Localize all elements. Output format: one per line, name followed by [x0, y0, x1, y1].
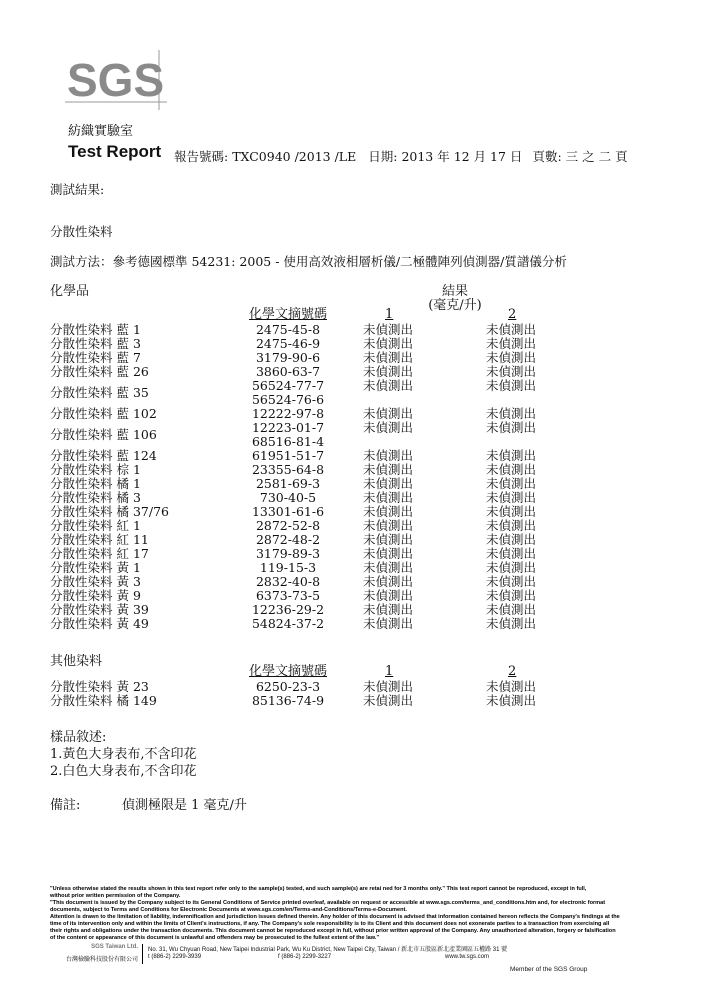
report-no-label: 報告號碼: [174, 149, 229, 164]
table-row: 分散性染料 黃 23 6250-23-3 未偵測出 未偵測出 [50, 679, 537, 694]
other-cas-header: 化學文摘號碼 [248, 664, 327, 679]
company-address: No. 31, Wu Chyuan Road, New Taipei Industrial Park, Wu Ku District, New Taipei City, Taiwan / 新北市五股區新北產業園區五權路 31 號 [148, 947, 508, 953]
cas-number: 12236-29-2 [251, 602, 325, 617]
result-sample-2: 未偵測出 [486, 532, 537, 547]
report-title: Test Report [68, 142, 162, 161]
result-sample-1: 未偵測出 [363, 518, 414, 533]
chemical-name: 分散性染料 橘 37/76 [50, 504, 169, 519]
pages-value: 三 之 二 頁 [565, 149, 628, 164]
report-no: TXC0940 /2013 /LE [232, 149, 357, 164]
category-title: 分散性染料 [50, 224, 113, 239]
cas-number: 61951-51-7 [251, 448, 325, 463]
footer-line: their rights and obligations under the transaction documents. This document cannot be reproduced except in full, without prior written approval of the Company. Any unauthorized alteration, forgery or falsification [50, 928, 616, 934]
report-date: 2013 年 12 月 17 日 [401, 149, 523, 164]
col2-header: 2 [508, 307, 517, 322]
result-sample-2: 未偵測出 [486, 378, 537, 393]
chemical-name: 分散性染料 藍 7 [50, 350, 141, 365]
other-label: 其他染料 [50, 654, 103, 669]
cas-number: 12222-97-8 [251, 406, 325, 421]
result-sample-1: 未偵測出 [363, 560, 414, 575]
table-row: 分散性染料 橘 149 85136-74-9 未偵測出 未偵測出 [50, 693, 537, 708]
table-row [0, 407, 707, 421]
result-sample-2: 未偵測出 [486, 504, 537, 519]
cas-header: 化學文摘號碼 [248, 307, 327, 322]
chemical-name: 分散性染料 藍 124 [50, 448, 157, 463]
chemical-name: 分散性染料 藍 106 [50, 427, 157, 442]
other-table-header [0, 665, 707, 679]
result-sample-2: 未偵測出 [486, 574, 537, 589]
chemical-name: 分散性染料 黃 9 [50, 588, 141, 603]
cas-number: 730-40-5 [259, 490, 317, 505]
result-sample-1: 未偵測出 [363, 406, 414, 421]
result-sample-1: 未偵測出 [363, 602, 414, 617]
cas-number: 2872-52-8 [255, 518, 321, 533]
chemical-name: 分散性染料 藍 3 [50, 336, 141, 351]
cas-number: 12223-01-7 [251, 420, 325, 435]
cas-number: 56524-77-7 [251, 378, 325, 393]
chemical-name: 分散性染料 藍 1 [50, 322, 141, 337]
table-row [0, 491, 707, 505]
unit-label: (毫克/升) [428, 298, 482, 313]
result-sample-2: 未偵測出 [486, 364, 537, 379]
cas-number: 54824-37-2 [251, 616, 325, 631]
chemical-name: 分散性染料 黃 39 [50, 602, 149, 617]
chemical-name: 分散性染料 藍 102 [50, 406, 157, 421]
table-row [0, 505, 707, 519]
cas-number: 56524-76-6 [251, 392, 325, 407]
result-sample-2: 未偵測出 [486, 518, 537, 533]
result-sample-2: 未偵測出 [486, 322, 537, 337]
table-row [0, 477, 707, 491]
chemical-name: 分散性染料 橘 3 [50, 490, 141, 505]
result-sample-1: 未偵測出 [363, 616, 414, 631]
result-sample-1: 未偵測出 [363, 588, 414, 603]
footer-line: "Unless otherwise stated the results shown in this test report refer only to the sample(s) tested, and such sample(s) are retai ned for 3 months only." This test report cannot be reproduced, except in full, [50, 886, 587, 892]
cas-number: 68516-81-4 [251, 434, 325, 449]
table-row [0, 351, 707, 365]
result-sample-1: 未偵測出 [363, 476, 414, 491]
report-meta [174, 147, 632, 165]
table-row [0, 365, 707, 379]
result-sample-2: 未偵測出 [486, 336, 537, 351]
result-sample-2: 未偵測出 [486, 350, 537, 365]
table-row [0, 337, 707, 351]
table-row [0, 519, 707, 533]
company-bar [50, 944, 660, 966]
company-name-zh: 台灣檢驗科技股份有限公司 [65, 957, 138, 963]
result-sample-1: 未偵測出 [363, 322, 414, 337]
table-row [0, 547, 707, 561]
footer-line: Attention is drawn to the limitation of liability, indemnification and jurisdiction issues defined therein. Any holder of this document is advised that information contained hereon reflects the Company's findings at the [50, 914, 620, 920]
company-name-en: SGS Taiwan Ltd. [91, 944, 138, 950]
table-row [0, 421, 707, 449]
sample-item-2: 2.白色大身表布,不含印花 [50, 764, 197, 779]
result-sample-2: 未偵測出 [486, 588, 537, 603]
table-row [0, 449, 707, 463]
footer-line: "This document is issued by the Company subject to its General Conditions of Service printed overleaf, available on request or accessible at www.sgs.com/terms_and_conditions.htm and, for electronic format [50, 900, 606, 906]
result-sample-2: 未偵測出 [486, 490, 537, 505]
member-text: Member of the SGS Group [510, 966, 588, 973]
results-label: 測試結果: [50, 182, 105, 197]
result-sample-1: 未偵測出 [363, 574, 414, 589]
cas-number: 2475-46-9 [255, 336, 321, 351]
result-sample-1: 未偵測出 [363, 350, 414, 365]
cas-number: 6373-73-5 [255, 588, 321, 603]
col1-header: 1 [385, 307, 394, 322]
cas-number: 3860-63-7 [255, 364, 321, 379]
result-sample-2: 未偵測出 [486, 616, 537, 631]
result-sample-1: 未偵測出 [363, 420, 414, 435]
result-sample-1: 未偵測出 [363, 532, 414, 547]
footer-line: without prior written permission of the Company. [50, 893, 181, 899]
table-header [0, 308, 707, 322]
result-label: 結果 [441, 284, 468, 299]
table-row [0, 603, 707, 617]
result-sample-1: 未偵測出 [363, 364, 414, 379]
result-sample-2: 未偵測出 [486, 406, 537, 421]
result-sample-2: 未偵測出 [486, 602, 537, 617]
cas-number: 13301-61-6 [251, 504, 325, 519]
chemicals-label: 化學品 [50, 284, 90, 299]
table-row [0, 323, 707, 337]
footer-line: documents, subject to Terms and Conditions for Electronic Documents at www.sgs.com/en/Terms-and-Conditions/Terms-e-Document. [50, 907, 407, 913]
chemical-name: 分散性染料 紅 17 [50, 546, 149, 561]
chemical-name: 分散性染料 紅 1 [50, 518, 141, 533]
cas-number: 23355-64-8 [251, 462, 325, 477]
samples-label: 樣品敘述: [50, 730, 107, 745]
table-row [0, 533, 707, 547]
result-sample-2: 未偵測出 [486, 546, 537, 561]
table-row [0, 617, 707, 631]
result-sample-1: 未偵測出 [363, 462, 414, 477]
chemical-name: 分散性染料 黃 49 [50, 616, 149, 631]
remark-text: 偵測極限是 1 毫克/升 [122, 798, 247, 813]
result-sample-1: 未偵測出 [363, 546, 414, 561]
chemical-name: 分散性染料 黃 1 [50, 560, 141, 575]
cas-number: 3179-90-6 [255, 350, 321, 365]
sample-item-1: 1.黃色大身表布,不含印花 [50, 747, 197, 762]
table-row [0, 561, 707, 575]
cas-number: 2832-40-8 [255, 574, 321, 589]
legal-footer [50, 886, 660, 942]
result-sample-1: 未偵測出 [363, 336, 414, 351]
pages-label: 頁數: [532, 149, 562, 164]
footer-line: time of its intervention only and within the limits of Client's instructions, if any. The Company's sole responsibility is to its Client and this document does not exonerate parties to a transaction from exercising all [50, 921, 610, 927]
test-method: 測試方法：參考德國標準 54231: 2005 - 使用高效液相層析儀/二極體陣列偵測器/質譜儀分析 [50, 254, 567, 269]
cas-number: 3179-89-3 [255, 546, 321, 561]
cas-number: 2475-45-8 [255, 322, 321, 337]
table-row [0, 575, 707, 589]
result-sample-2: 未偵測出 [486, 560, 537, 575]
remark-label: 備註: [50, 798, 81, 813]
cas-number: 119-15-3 [259, 560, 317, 575]
chemical-name: 分散性染料 黃 3 [50, 574, 141, 589]
other-col1-header: 1 [385, 664, 394, 679]
result-sample-1: 未偵測出 [363, 378, 414, 393]
chemical-name: 分散性染料 紅 11 [50, 532, 149, 547]
footer-line: of the content or appearance of this document is unlawful and offenders may be prosecuted to the fullest extent of the law." [50, 935, 380, 941]
company-fax: f (886-2) 2299-3227 [278, 954, 332, 960]
table-row [0, 379, 707, 407]
date-label: 日期: [368, 149, 398, 164]
chemical-name: 分散性染料 橘 1 [50, 476, 141, 491]
chemical-name: 分散性染料 藍 35 [50, 385, 149, 400]
result-sample-2: 未偵測出 [486, 420, 537, 435]
sgs-logo [55, 44, 195, 116]
result-sample-2: 未偵測出 [486, 462, 537, 477]
lab-name: 紡織實驗室 [68, 124, 134, 139]
other-col2-header: 2 [508, 664, 517, 679]
cas-number: 2872-48-2 [255, 532, 321, 547]
result-sample-2: 未偵測出 [486, 448, 537, 463]
cas-number: 2581-69-3 [255, 476, 321, 491]
result-sample-2: 未偵測出 [486, 476, 537, 491]
company-tel: t (886-2) 2299-3939 [148, 954, 202, 960]
company-web: www.tw.sgs.com [445, 954, 490, 960]
result-sample-1: 未偵測出 [363, 504, 414, 519]
logo-text: SGS [67, 54, 165, 106]
result-sample-1: 未偵測出 [363, 448, 414, 463]
chemical-name: 分散性染料 棕 1 [50, 462, 141, 477]
table-row [0, 589, 707, 603]
table-row [0, 463, 707, 477]
chemical-name: 分散性染料 藍 26 [50, 364, 149, 379]
result-sample-1: 未偵測出 [363, 490, 414, 505]
